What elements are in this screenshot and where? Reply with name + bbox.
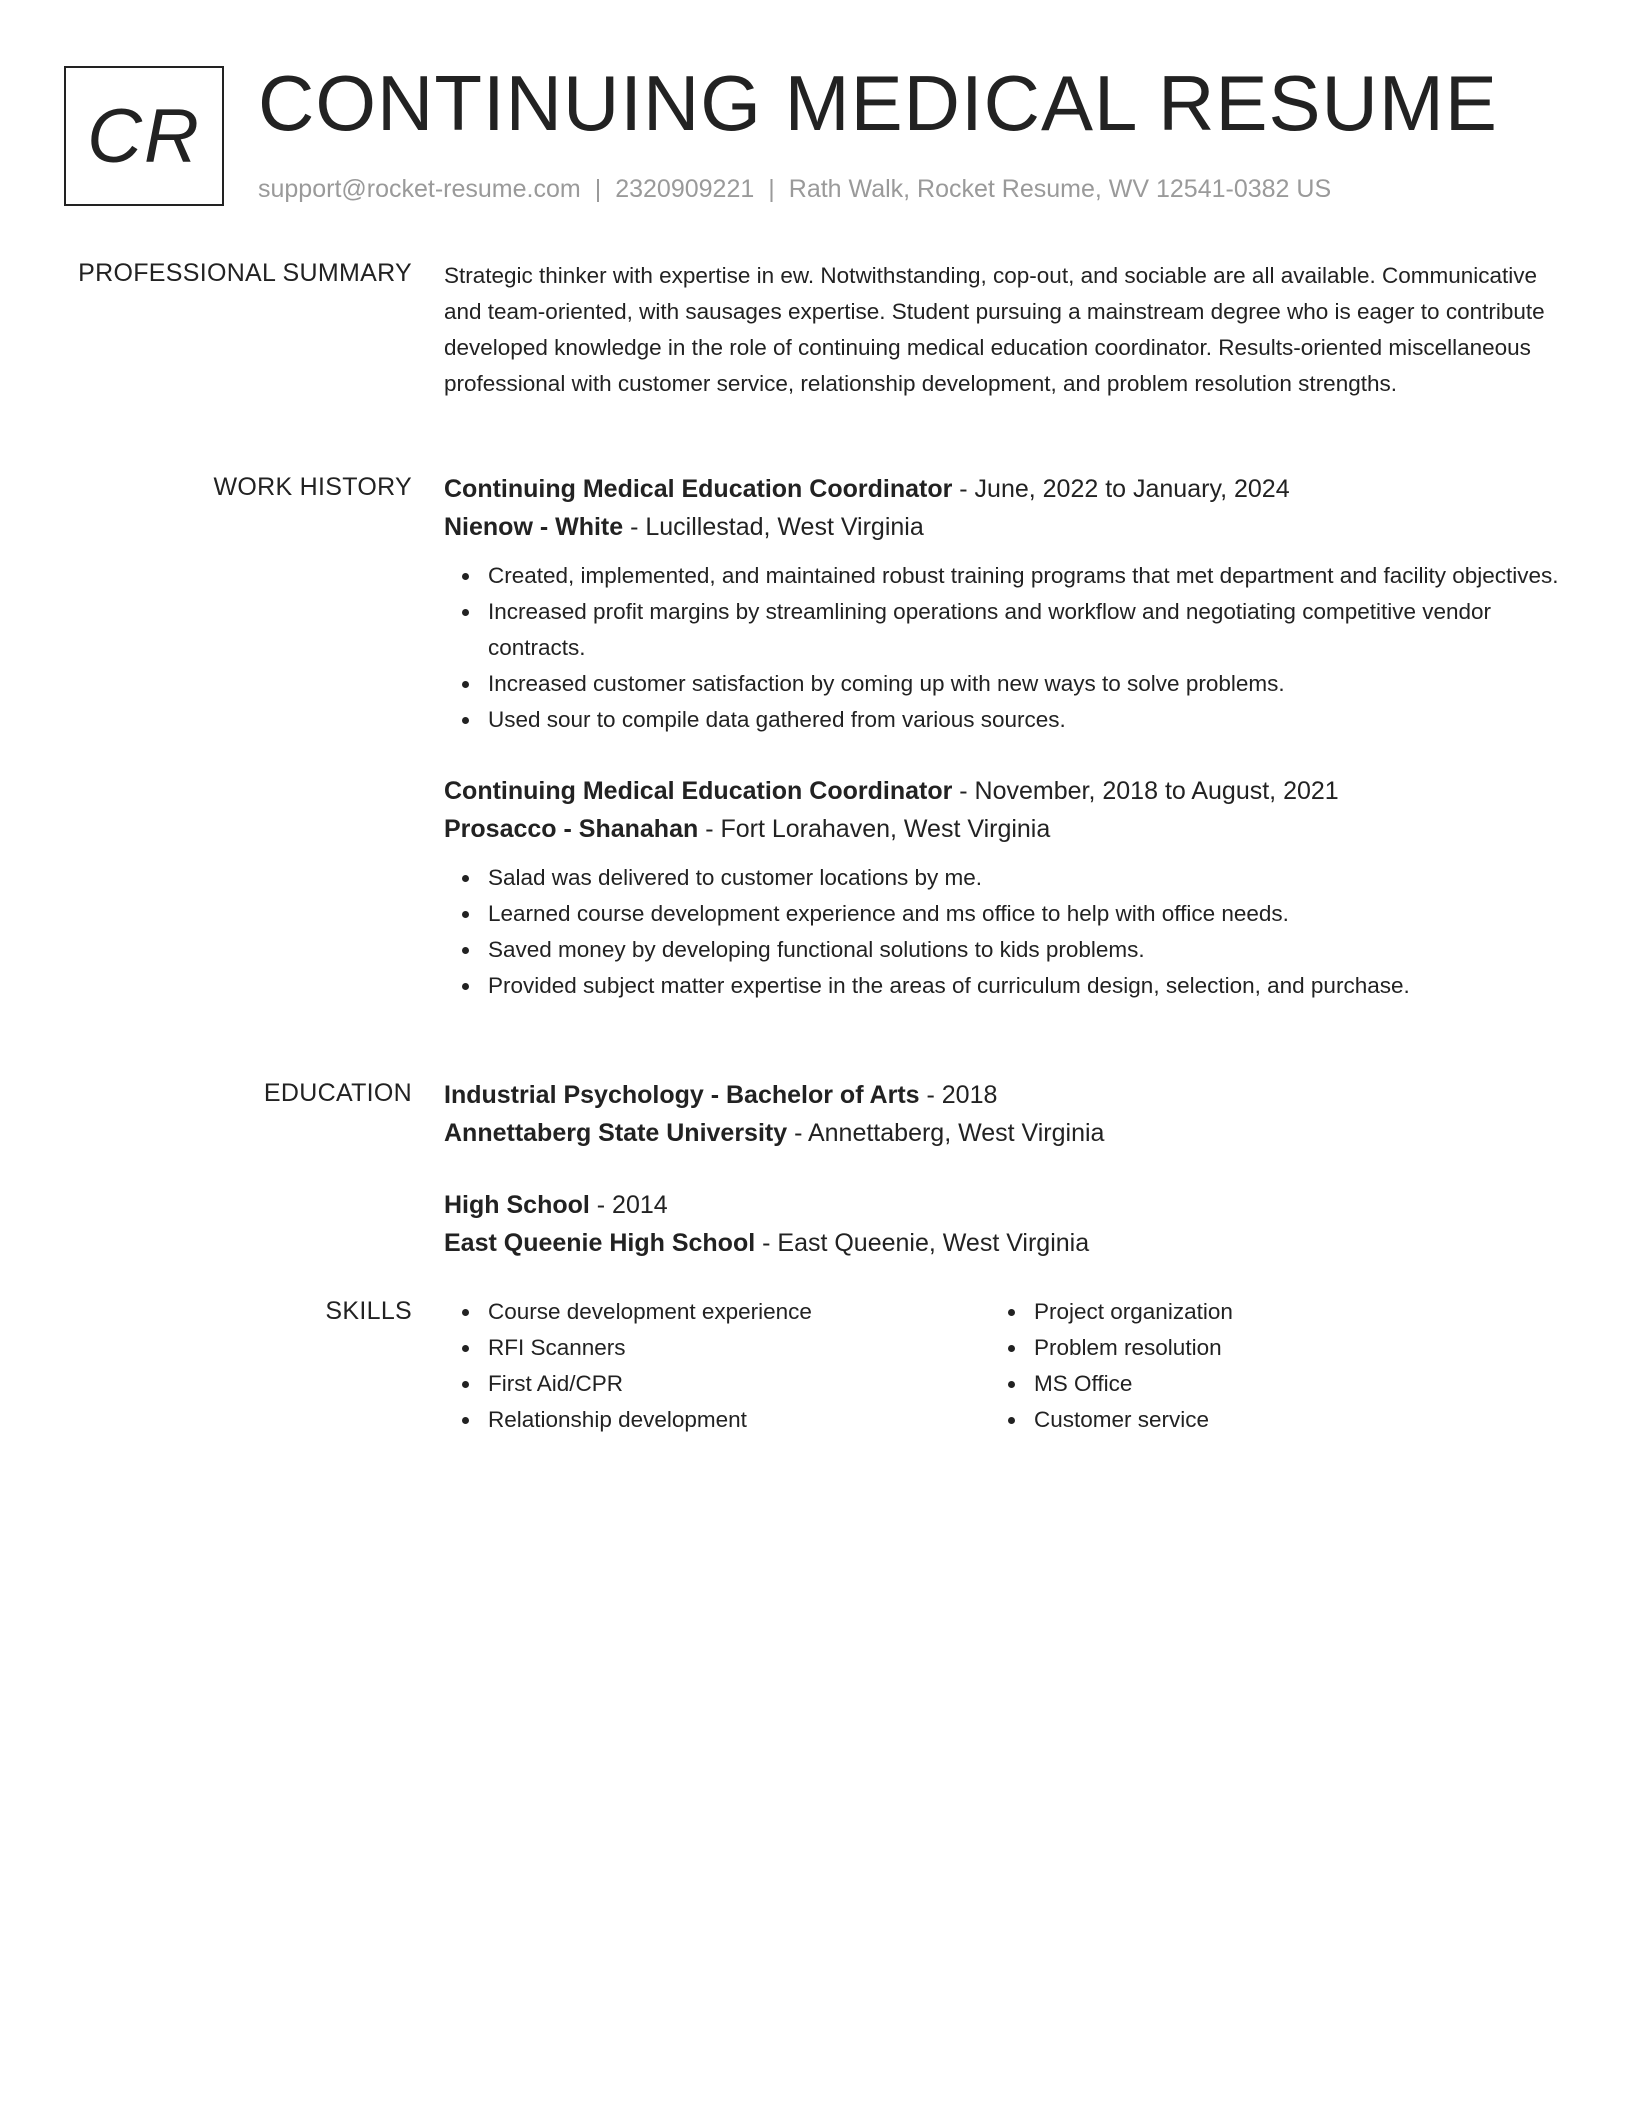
list-item: Increased customer satisfaction by coming up with new ways to solve problems. (488, 666, 1574, 702)
contact-email[interactable]: support@rocket-resume.com (258, 175, 581, 203)
list-item: Learned course development experience and ms office to help with office needs. (488, 896, 1574, 932)
list-item: RFI Scanners (488, 1330, 990, 1366)
school-location: - East Queenie, West Virginia (755, 1229, 1090, 1257)
job-company: Prosacco - Shanahan (444, 815, 699, 843)
school-line (444, 1114, 1574, 1152)
school-location: - Annettaberg, West Virginia (787, 1119, 1105, 1147)
summary-text: Strategic thinker with expertise in ew. Notwithstanding, cop-out, and sociable are all available. Communicative and team-oriented, with sausages expertise. Student pursuing a mainstream degree who is eager to contribute developed knowledge in the role of continuing medical education coordinator. Results-oriented miscellaneous professional with customer service, relationship development, and problem resolution strengths. (444, 263, 1545, 396)
contact-address: Rath Walk, Rocket Resume, WV 12541-0382 US (788, 175, 1332, 203)
list-item: Salad was delivered to customer locations by me. (488, 860, 1574, 896)
job-company-line (444, 508, 1574, 546)
list-item: Created, implemented, and maintained robust training programs that met department and facility objectives. (488, 558, 1574, 594)
list-item: Provided subject matter expertise in the areas of curriculum design, selection, and purchase. (488, 968, 1574, 1004)
list-item: MS Office (1034, 1366, 1536, 1402)
degree: High School (444, 1191, 590, 1219)
skills-list (990, 1294, 1536, 1438)
section-label-work-history: WORK HISTORY (213, 473, 412, 501)
degree-line (444, 1186, 1574, 1224)
skills-grid (444, 1294, 1574, 1438)
job-title: Continuing Medical Education Coordinator (444, 777, 953, 805)
monogram-logo: CR (64, 66, 224, 206)
school: Annettaberg State University (444, 1119, 788, 1147)
job-title-line (444, 772, 1574, 810)
work-history-body (444, 470, 1574, 1004)
degree-year: - 2018 (919, 1081, 998, 1109)
skills-list (444, 1294, 990, 1438)
education-entry (444, 1076, 1574, 1152)
contact-separator: | (768, 175, 775, 203)
job-bullets (444, 860, 1574, 1004)
list-item: Saved money by developing functional solutions to kids problems. (488, 932, 1574, 968)
school: East Queenie High School (444, 1229, 756, 1257)
job-company: Nienow - White (444, 513, 624, 541)
education-body (444, 1076, 1574, 1262)
resume-title: CONTINUING MEDICAL RESUME (258, 59, 1498, 147)
job-entry (444, 470, 1574, 738)
list-item: Relationship development (488, 1402, 990, 1438)
skills-column-left (444, 1294, 990, 1438)
list-item: Problem resolution (1034, 1330, 1536, 1366)
school-line (444, 1224, 1574, 1262)
list-item: Increased profit margins by streamlining operations and workflow and negotiating competitive vendor contracts. (488, 594, 1574, 666)
job-title: Continuing Medical Education Coordinator (444, 475, 953, 503)
degree-line (444, 1076, 1574, 1114)
section-label-skills: SKILLS (325, 1297, 412, 1325)
contact-separator: | (594, 175, 602, 203)
contact-line (258, 172, 1331, 206)
job-location: - Lucillestad, West Virginia (623, 513, 924, 541)
job-company-line (444, 810, 1574, 848)
degree-year: - 2014 (589, 1191, 668, 1219)
job-dates: - June, 2022 to January, 2024 (952, 475, 1290, 503)
list-item: First Aid/CPR (488, 1366, 990, 1402)
job-entry (444, 772, 1574, 1004)
skills-column-right (990, 1294, 1536, 1438)
job-title-line (444, 470, 1574, 508)
degree: Industrial Psychology - Bachelor of Arts (444, 1081, 920, 1109)
list-item: Project organization (1034, 1294, 1536, 1330)
job-bullets (444, 558, 1574, 738)
contact-phone[interactable]: 2320909221 (615, 175, 755, 203)
job-dates: - November, 2018 to August, 2021 (952, 777, 1339, 805)
list-item: Used sour to compile data gathered from various sources. (488, 702, 1574, 738)
job-location: - Fort Lorahaven, West Virginia (698, 815, 1051, 843)
section-label-education: EDUCATION (263, 1079, 412, 1107)
list-item: Course development experience (488, 1294, 990, 1330)
list-item: Customer service (1034, 1402, 1536, 1438)
education-entry (444, 1186, 1574, 1262)
summary-body (444, 258, 1574, 402)
section-label-summary: PROFESSIONAL SUMMARY (78, 259, 412, 287)
skills-body (444, 1294, 1574, 1438)
